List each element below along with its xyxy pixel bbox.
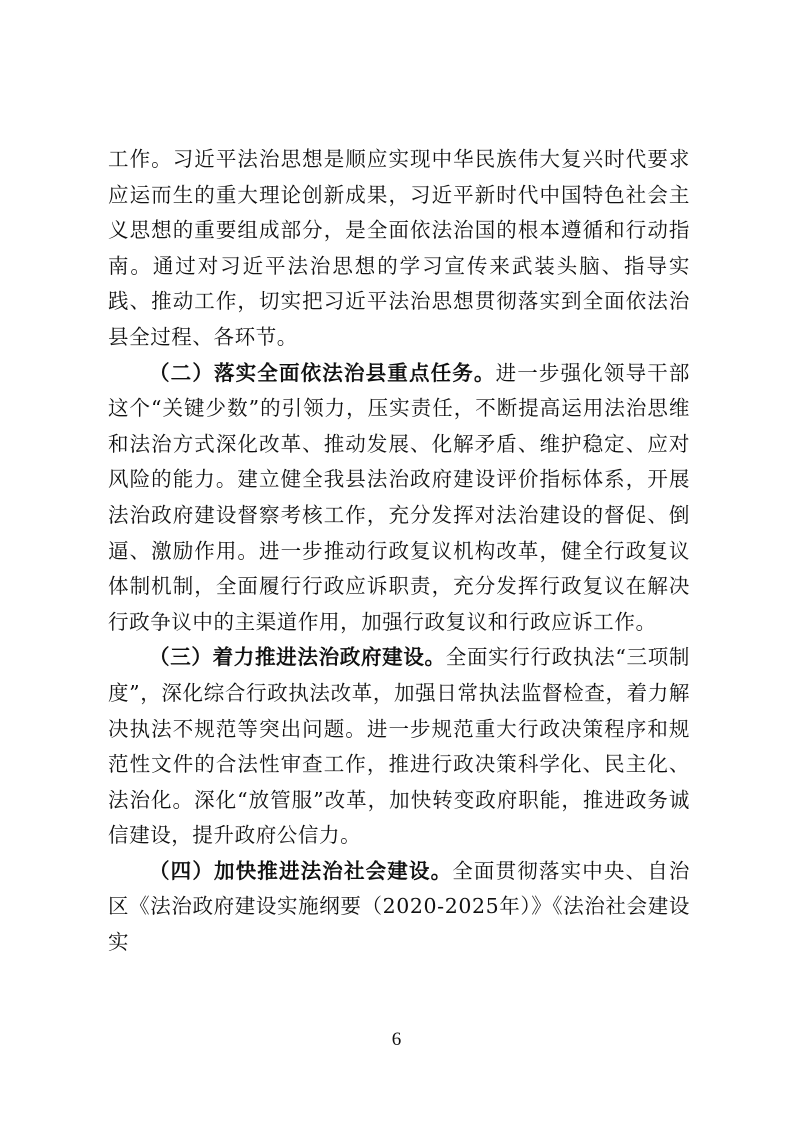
paragraph-text: 进一步强化领导干部这个“关键少数”的引领力，压实责任，不断提高运用法治思维和法治方式深化改革、推动发展、化解矛盾、维护稳定、应对风险的能力。建立健全我县法治政府建设评价指标体系，开展法治政府建设督察考核工作，充分发挥对法治建设的督促、倒逼、激励作用。进一步推动行政复议机构改革，健全行政复议体制机制，全面履行行政应诉职责，充分发挥行政复议在解决行政争议中的主渠道作用，加强行政复议和行政应诉工作。 <box>108 360 690 634</box>
page-number: 6 <box>391 1029 402 1050</box>
paragraph-text: 全面贯彻落实中央、自治区《法治政府建设实施纲要（2020-2025年）》《法治社会建设实 <box>108 858 690 955</box>
paragraph-section-2 <box>108 356 690 641</box>
section-heading: （三）着力推进法治政府建设。 <box>149 645 446 670</box>
paragraph-text: 全面实行行政执法“三项制度”，深化综合行政执法改革，加强日常执法监督检查，着力解决执法不规范等突出问题。进一步规范重大行政决策程序和规范性文件的合法性审查工作，推进行政决策科学化、民主化、法治化。深化“放管服”改革，加快转变政府职能，推进政务诚信建设，提升政府公信力。 <box>108 645 690 848</box>
section-heading: （四）加快推进法治社会建设。 <box>149 858 453 883</box>
paragraph-text: 工作。习近平法治思想是顺应实现中华民族伟大复兴时代要求应运而生的重大理论创新成果，习近平新时代中国特色社会主义思想的重要组成部分，是全面依法治国的根本遵循和行动指南。通过对习近平法治思想的学习宣传来武装头脑、指导实践、推动工作，切实把习近平法治思想贯彻落实到全面依法治县全过程、各环节。 <box>108 147 690 349</box>
paragraph-section-3 <box>108 640 690 854</box>
section-heading: （二）落实全面依法治县重点任务。 <box>149 360 496 385</box>
body-text <box>108 142 690 961</box>
paragraph-section-4 <box>108 854 690 961</box>
paragraph-continuation <box>108 142 690 356</box>
